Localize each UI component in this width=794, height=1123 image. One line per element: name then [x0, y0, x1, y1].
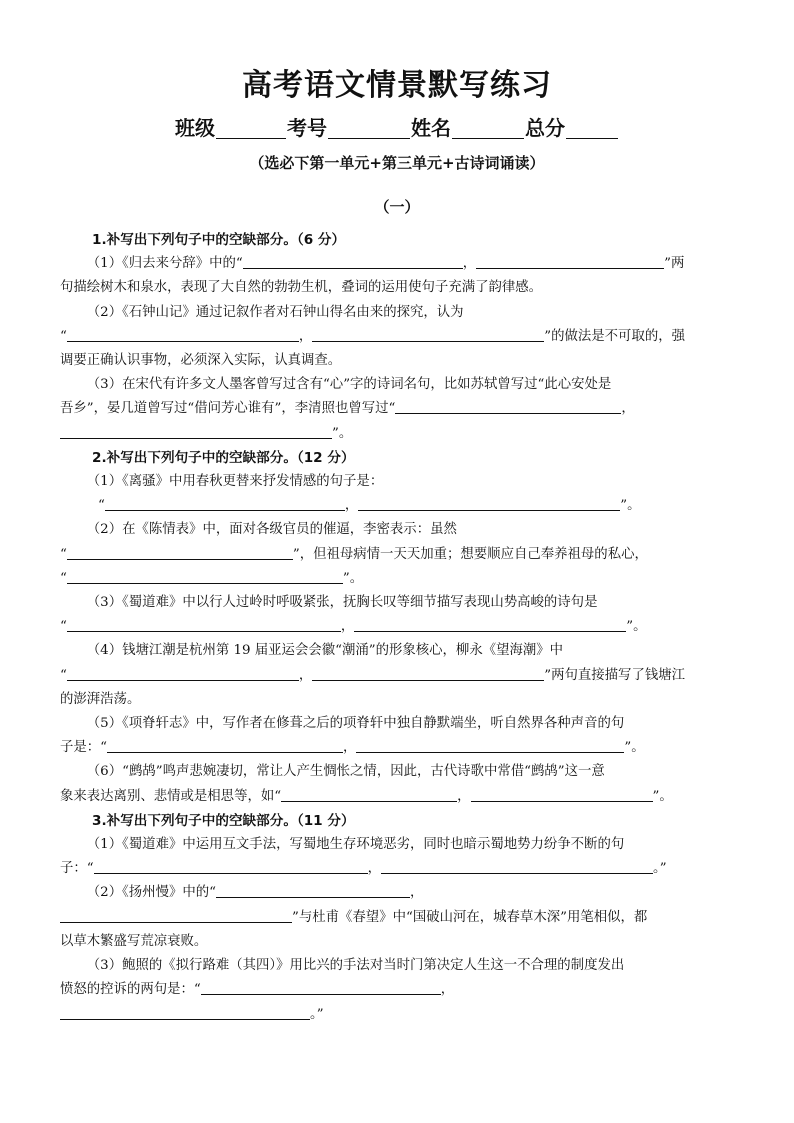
q2-item-1: （1）《离骚》中用春秋更替来抒发情感的句子是： [86, 474, 384, 490]
quote-open: “ [60, 619, 67, 635]
answer-blank[interactable] [67, 617, 341, 632]
q1-item-2-end: 调要正确认识事物，必须深入实际，认真调查。 [60, 353, 342, 369]
separator: ， [409, 885, 424, 901]
answer-blank[interactable] [381, 859, 653, 874]
quote-close: ”。 [652, 788, 673, 804]
number-label: 考号 [287, 116, 327, 140]
separator: ， [298, 667, 313, 683]
q2-item-4-cont [60, 664, 736, 688]
q1-item-2: （2）《石钟山记》通过记叙作者对石钟山得名由来的探究，认为 [86, 304, 464, 320]
quote-close: ”。 [342, 570, 364, 586]
q3-item-3-end [60, 1003, 736, 1027]
q1-item-2-text: ”的做法是不可取的，强 [544, 328, 686, 344]
answer-blank[interactable] [201, 980, 441, 995]
q2-item-5-text: 子是：“ [60, 740, 108, 756]
q2-item-2: （2）在《陈情表》中，面对各级官员的催逼，李密表示：虽然 [86, 522, 457, 538]
quote-close: ”。 [626, 619, 647, 635]
answer-blank[interactable] [216, 883, 410, 898]
q1-item-1 [60, 252, 736, 276]
answer-blank[interactable] [312, 666, 544, 681]
answer-blank[interactable] [358, 496, 620, 511]
answer-blank[interactable] [67, 666, 299, 681]
q3-item-1: （1）《蜀道难》中运用互文手法，写蜀地生存环境恶劣，同时也暗示蜀地势力纷争不断的句 [86, 837, 625, 853]
separator: ， [440, 982, 455, 998]
answer-blank[interactable] [471, 787, 653, 802]
answer-blank[interactable] [243, 254, 463, 269]
score-label: 总分 [525, 116, 565, 140]
answer-blank[interactable] [356, 738, 624, 753]
answer-blank[interactable] [107, 738, 343, 753]
number-blank[interactable] [328, 118, 410, 139]
q2-item-1-cont [60, 494, 736, 518]
question-1-heading: 1.补写出下列句子中的空缺部分。（6 分） [92, 232, 346, 248]
name-label: 姓名 [411, 116, 451, 140]
q1-item-1-text: ”两 [664, 256, 685, 272]
page-title: 高考语文情景默写练习 [242, 68, 552, 103]
q2-item-6-cont [60, 785, 736, 809]
q3-item-1-cont [60, 857, 736, 881]
separator: ， [298, 328, 313, 344]
student-info-line [0, 112, 794, 141]
answer-blank[interactable] [67, 327, 299, 342]
q3-item-1-text: 子：“ [60, 861, 94, 877]
answer-blank[interactable] [395, 399, 621, 414]
separator: ， [457, 788, 471, 804]
separator: ， [367, 861, 382, 877]
q2-item-5: （5）《项脊轩志》中，写作者在修葺之后的项脊轩中独自静默端坐，听自然界各种声音的句 [86, 716, 625, 732]
quote-close: ”。 [620, 498, 641, 514]
q3-item-3-text: 愤怒的控诉的两句是：“ [60, 982, 201, 998]
q2-item-4-end: 的澎湃浩荡。 [60, 691, 141, 707]
class-blank[interactable] [216, 118, 286, 139]
answer-blank[interactable] [281, 787, 457, 802]
q1-item-3: （3）在宋代有许多文人墨客曾写过含有“心”字的诗词名句，比如苏轼曾写过“此心安处是 [86, 377, 612, 393]
answer-blank[interactable] [105, 496, 345, 511]
quote-close: ”。 [332, 425, 353, 441]
q3-item-2-cont [60, 906, 736, 930]
q2-item-2-end [60, 567, 736, 591]
answer-blank[interactable] [354, 617, 626, 632]
q2-item-6-text: 象来表达离别、悲情或是相思等，如“ [60, 788, 282, 804]
separator: ， [621, 401, 635, 417]
q2-item-3: （3）《蜀道难》中以行人过岭时呼吸紧张，抚胸长叹等细节描写表现山势高峻的诗句是 [86, 595, 598, 611]
q3-item-2-text: ”与杜甫《春望》中“国破山河在，城春草木深”用笔相似，都 [292, 909, 648, 925]
q3-item-2-text: （2）《扬州慢》中的“ [86, 885, 216, 901]
quote-close: 。” [310, 1006, 324, 1022]
q2-item-6: （6）“鹧鸪”鸣声悲婉凄切，常让人产生惆怅之情，因此，古代诗歌中常借“鹧鸪”这一意 [86, 764, 605, 780]
section-number: （一） [374, 198, 420, 216]
separator: ， [344, 498, 359, 514]
q1-item-3-end [60, 422, 736, 446]
quote-close: ”。 [624, 740, 645, 756]
q1-item-3-text: 吾乡”，晏几道曾写过“借问芳心谁有”，李清照也曾写过“ [60, 401, 396, 417]
q3-item-3-cont [60, 978, 736, 1002]
question-2-heading: 2.补写出下列句子中的空缺部分。（12 分） [92, 449, 355, 466]
subtitle: （选必下第一单元+第三单元+古诗词诵读） [249, 154, 545, 172]
answer-blank[interactable] [60, 908, 292, 923]
separator: ， [343, 740, 357, 756]
q3-item-2 [60, 881, 736, 905]
answer-blank[interactable] [476, 254, 664, 269]
quote-open: “ [60, 667, 67, 683]
answer-blank[interactable] [60, 1005, 310, 1020]
answer-blank[interactable] [67, 545, 293, 560]
quote-close: 。” [653, 861, 667, 877]
q3-item-3: （3）鲍照的《拟行路难（其四）》用比兴的手法对当时门第决定人生这一不合理的制度发出 [86, 958, 625, 974]
q2-item-4: （4）钱塘江潮是杭州第 19 届亚运会会徽“潮涌”的形象核心，柳永《望海潮》中 [86, 643, 564, 659]
q1-item-1-cont: 句描绘树木和泉水，表现了大自然的勃勃生机，叠词的运用使句子充满了韵律感。 [60, 280, 543, 296]
q1-item-3-cont [60, 397, 736, 421]
name-blank[interactable] [452, 118, 524, 139]
question-3-heading: 3.补写出下列句子中的空缺部分。（11 分） [92, 812, 355, 829]
q1-item-1-text: （1）《归去来兮辞》中的“ [86, 256, 243, 272]
score-blank[interactable] [566, 118, 618, 139]
questions-body [60, 228, 736, 1027]
class-label: 班级 [175, 116, 215, 140]
quote-open: “ [60, 546, 67, 562]
q2-item-2-cont [60, 543, 736, 567]
q2-item-2-text: ”，但祖母病情一天天加重；想要顺应自己奉养祖母的私心， [292, 546, 648, 562]
q2-item-5-cont [60, 736, 736, 760]
quote-open: “ [60, 570, 67, 586]
answer-blank[interactable] [312, 327, 544, 342]
q1-item-2-cont [60, 325, 736, 349]
q2-item-3-cont [60, 615, 736, 639]
quote-open: “ [98, 498, 105, 514]
separator: ， [462, 256, 477, 272]
answer-blank[interactable] [94, 859, 368, 874]
separator: ， [340, 619, 355, 635]
answer-blank[interactable] [60, 424, 332, 439]
quote-open: “ [60, 328, 67, 344]
q3-item-2-end: 以草木繁盛写荒凉衰败。 [60, 933, 208, 949]
q2-item-4-text: ”两句直接描写了钱塘江 [544, 667, 686, 683]
answer-blank[interactable] [67, 569, 343, 584]
